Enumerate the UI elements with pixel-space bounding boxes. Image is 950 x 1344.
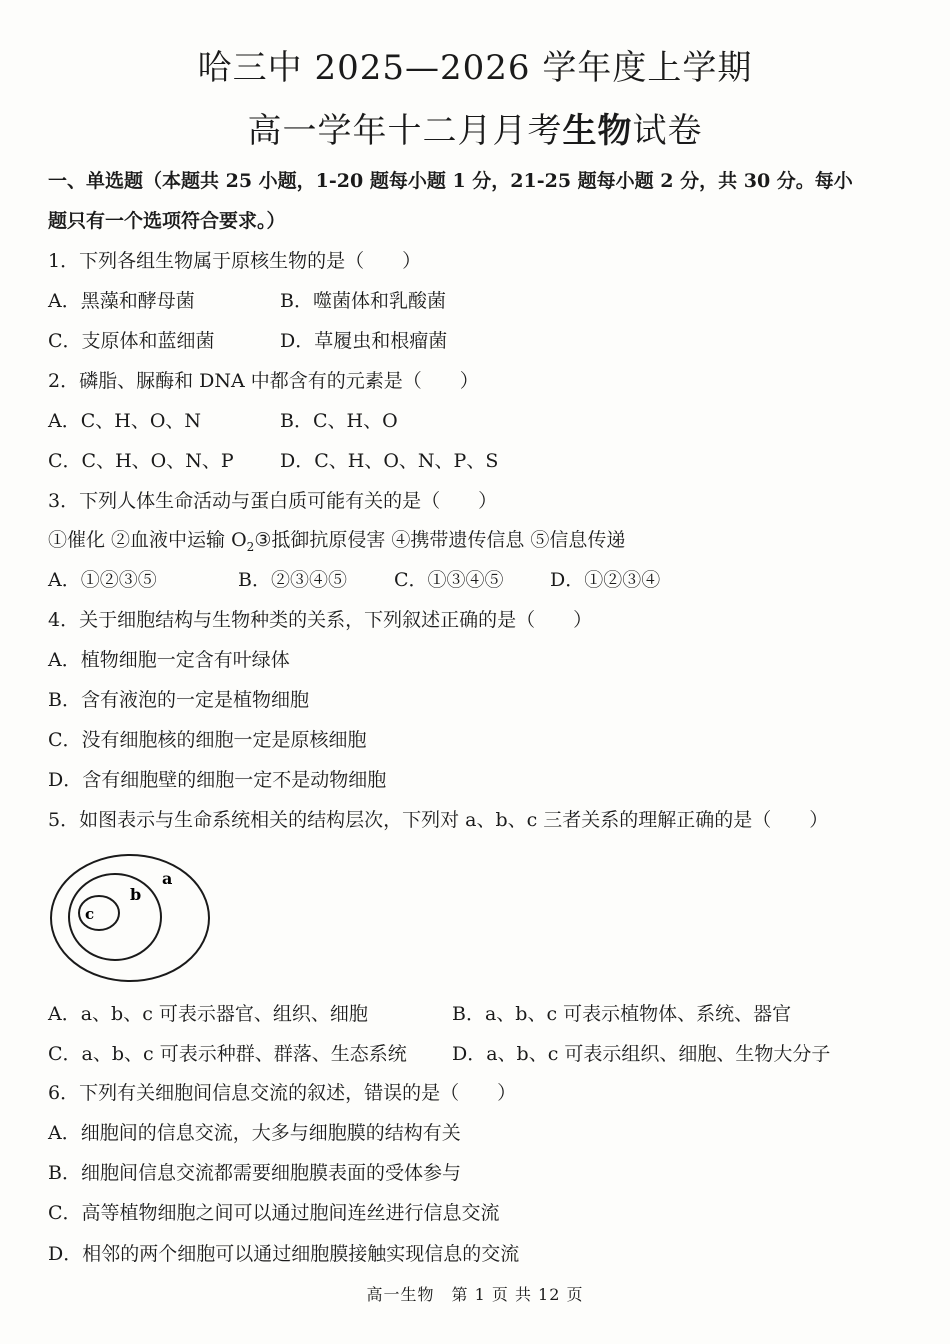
circle-a (51, 855, 209, 981)
q6-option-c: C．高等植物细胞之间可以通过胞间连丝进行信息交流 (48, 1202, 500, 1224)
q4-stem: 4．关于细胞结构与生物种类的关系，下列叙述正确的是（ ） (48, 609, 593, 631)
q5-option-d: D．a、b、c 可表示组织、细胞、生物大分子 (452, 1043, 831, 1065)
q2-stem: 2．磷脂、脲酶和 DNA 中都含有的元素是（ ） (48, 370, 479, 392)
q2-option-a: A．C、H、O、N (48, 410, 202, 432)
q1-option-b: B．噬菌体和乳酸菌 (280, 290, 446, 312)
q3-option-b: B．②③④⑤ (238, 569, 347, 591)
q1-stem: 1．下列各组生物属于原核生物的是（ ） (48, 250, 422, 272)
q3-stem: 3．下列人体生命活动与蛋白质可能有关的是（ ） (48, 490, 498, 512)
q3-option-a: A．①②③⑤ (48, 569, 157, 591)
section-heading-line1: 一、单选题（本题共 25 小题，1-20 题每小题 1 分，21-25 题每小题 2 分，共 30 分。每小 (48, 170, 853, 192)
title-part-grade: 高一学年十二月月考 (247, 111, 563, 151)
q3-items-subscript: 2 (246, 539, 255, 554)
title-part-subject: 生物 (562, 111, 633, 151)
q4-option-a: A．植物细胞一定含有叶绿体 (48, 649, 290, 671)
q5-option-a: A．a、b、c 可表示器官、组织、细胞 (48, 1003, 368, 1025)
label-a: a (162, 869, 173, 888)
exam-title-line1: 哈三中 2025—2026 学年度上学期 (197, 48, 753, 88)
q6-option-d: D．相邻的两个细胞可以通过细胞膜接触实现信息的交流 (48, 1243, 520, 1265)
label-c: c (85, 905, 95, 923)
q4-option-d: D．含有细胞壁的细胞一定不是动物细胞 (48, 769, 387, 791)
label-b: b (130, 885, 142, 904)
q4-option-b: B．含有液泡的一定是植物细胞 (48, 689, 309, 711)
q3-option-c: C．①③④⑤ (394, 569, 504, 591)
q3-items-part1: ①催化 ②血液中运输 O (48, 529, 247, 551)
q1-option-d: D．草履虫和根瘤菌 (280, 330, 448, 352)
q1-option-a: A．黑藻和酵母菌 (48, 290, 195, 312)
nested-circles-diagram (48, 852, 218, 984)
q6-stem: 6．下列有关细胞间信息交流的叙述，错误的是（ ） (48, 1082, 517, 1104)
q2-option-c: C．C、H、O、N、P (48, 450, 234, 472)
section-heading-line2: 题只有一个选项符合要求。） (48, 210, 286, 232)
q2-option-d: D．C、H、O、N、P、S (280, 450, 499, 472)
q6-option-b: B．细胞间信息交流都需要细胞膜表面的受体参与 (48, 1162, 461, 1184)
q5-option-b: B．a、b、c 可表示植物体、系统、器官 (452, 1003, 792, 1025)
circle-b (69, 874, 161, 960)
q3-items (48, 525, 625, 554)
exam-title-line2 (0, 103, 950, 152)
title-part-paper: 试卷 (632, 111, 703, 151)
page-footer: 高一生物 第 1 页 共 12 页 (366, 1285, 584, 1304)
q3-option-d: D．①②③④ (550, 569, 661, 591)
q5-stem: 5．如图表示与生命系统相关的结构层次，下列对 a、b、c 三者关系的理解正确的是（ ） (48, 809, 829, 831)
q4-option-c: C．没有细胞核的细胞一定是原核细胞 (48, 729, 367, 751)
q3-items-part2: ③抵御抗原侵害 ④携带遗传信息 ⑤信息传递 (254, 529, 626, 551)
q1-option-c: C．支原体和蓝细菌 (48, 330, 215, 352)
q2-option-b: B．C、H、O (280, 410, 398, 432)
q6-option-a: A．细胞间的信息交流，大多与细胞膜的结构有关 (48, 1122, 461, 1144)
q5-option-c: C．a、b、c 可表示种群、群落、生态系统 (48, 1043, 407, 1065)
